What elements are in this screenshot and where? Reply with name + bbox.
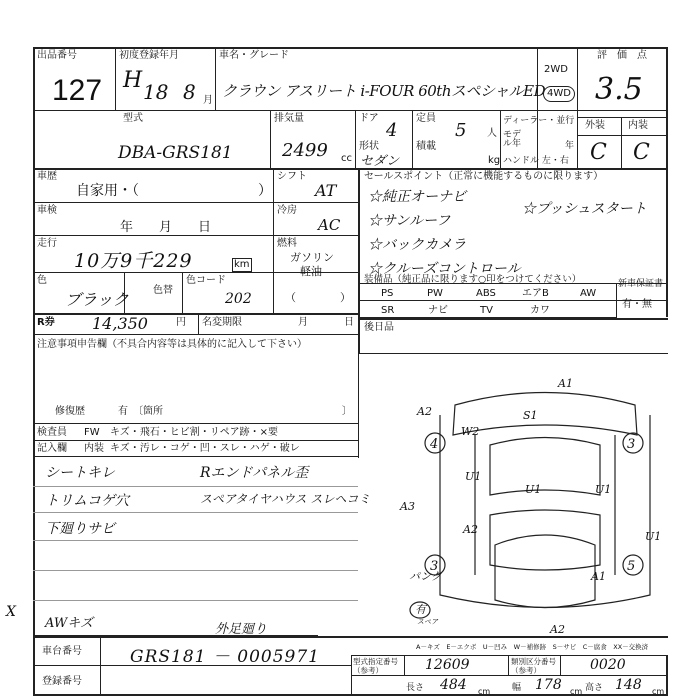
dealer-label: ディーラー・並行 [503,116,575,126]
equip-tv: TV [480,305,493,316]
mileage: 10万9千229 [74,250,193,272]
capacity: 5 [455,120,467,141]
outer-note: 外足廻り [215,622,268,637]
evaluation-score: 3.5 [595,72,643,107]
svg-text:U1: U1 [525,483,542,496]
fuel-label: 燃料 [277,238,297,249]
note-line-2: トリムコゲ穴 [45,493,129,509]
svg-text:U1: U1 [595,483,612,496]
shape-label: 形状 [359,141,379,152]
warranty-label: 新車保証書 [618,279,664,289]
svg-text:A2: A2 [417,405,432,418]
svg-text:U1: U1 [465,470,482,483]
aw-note: AWキズ [45,616,93,631]
fuel-diesel: 軽油 [300,265,322,278]
recycle-amount: 14,350 [92,314,148,333]
svg-text:S1: S1 [523,409,538,422]
sales-points-label: セールスポイント（正常に機能するものに限ります） [364,171,604,182]
type-designation-number: 12609 [425,657,470,673]
equipment-label: 装備品（純正品に限ります○印をつけてください） [364,274,582,285]
first-registration-year: 18 [143,80,169,104]
equip-leather: カワ [530,305,550,316]
length-label: 長さ [406,683,425,693]
svg-text:5: 5 [627,559,636,574]
drive-2wd: 2WD [544,64,568,75]
repair-history-close: 〕 [342,406,352,417]
interior-label: 内装 [628,120,648,131]
equip-abs: ABS [476,288,496,299]
day-label: 日 [344,317,354,328]
notes-label: 注意事項申告欄（不具合内容等は具体的に記入して下さい） [37,339,307,350]
km-unit: km [234,259,250,270]
door-label: ドア [359,113,379,124]
svg-text:A1: A1 [591,570,606,583]
handle-label: ハンドル 左・右 [503,156,569,166]
inspector-interior-items: キズ・汚レ・コゲ・凹・スレ・ハゲ・破レ [110,443,300,454]
lot-number: 127 [52,74,103,107]
equip-pw: PW [427,288,443,299]
fuel-gasoline: ガソリン [290,251,334,264]
length-unit: cm [478,687,491,696]
sales-point-1: ☆純正オーナビ [368,189,466,205]
equip-sr: SR [381,305,395,316]
body-shape: セダン [360,154,400,169]
svg-text:3: 3 [627,437,636,452]
svg-text:W2: W2 [461,425,480,438]
width-label: 幅 [512,683,522,693]
color-change-label: 色替 [153,285,173,296]
exterior-grade: C [590,140,607,165]
inspector-fw: FW [84,427,100,438]
fuel-paren: （ ） [285,291,351,304]
width-value: 178 [535,677,562,693]
inspection-date: 年 月 日 [120,220,212,235]
svg-text:U1: U1 [645,530,662,543]
svg-text:A3: A3 [400,500,415,513]
warranty-value: 有・無 [622,299,652,310]
load-label: 積載 [416,141,436,152]
color-value: ブラック [65,290,129,309]
person-unit: 人 [487,128,497,139]
displacement-label: 排気量 [274,113,304,124]
width-unit: cm [570,687,583,696]
damage-legend: A－キズ E－エクボ U－凹み W－補修跡 S－サビ C－腐食 XX－交換済 [416,643,649,651]
svg-text:パンク: パンク [409,570,442,583]
capacity-label: 定員 [416,113,436,124]
shift-label: シフト [277,171,307,182]
exterior-label: 外装 [585,120,605,131]
sales-point-right: ☆プッシュスタート [522,201,647,217]
chassis-number: GRS181 － 0005971 [130,647,320,667]
repair-history-value: 有 〔箇所 [118,406,163,417]
mileage-label: 走行 [37,238,57,249]
equip-aw: AW [580,288,597,299]
shift-type: AT [315,181,337,200]
year-label: 年 [565,141,575,151]
vehicle-name-grade: クラウン アスリート i-FOUR 60thスペシャルED [222,82,546,100]
equip-navi: ナビ [428,305,448,316]
svg-text:A2: A2 [550,623,565,636]
inspection-label: 車検 [37,205,57,216]
svg-text:A2: A2 [463,523,478,536]
later-items-label: 後日品 [364,322,394,333]
history-value: 自家用・（ [76,183,139,199]
damage-diagram [395,375,695,640]
drive-4wd: 4WD [543,86,575,102]
ac-type: AC [318,216,341,234]
recycle-label: R券 [37,317,55,328]
svg-text:有: 有 [415,603,426,616]
margin-x-mark: X [6,604,16,620]
sales-point-2: ☆サンルーフ [368,213,451,229]
first-registration-era: H [123,68,143,93]
sales-point-4: ☆クルーズコントロール [368,261,521,277]
note-line-1: シートキレ [45,465,115,481]
inspector-interior-prefix: 内装 [84,443,104,454]
registration-number-label: 登録番号 [42,676,82,687]
chassis-number-label: 車台番号 [42,646,82,657]
name-change-label: 名変期限 [202,317,242,328]
note-line-3: 下廻りサビ [45,521,115,537]
svg-text:4: 4 [430,437,439,452]
note-right-2: スペアタイヤハウス スレヘコミ [200,492,371,506]
type-designation-label: 型式指定番号（参考） [353,657,398,675]
vehicle-name-label: 車名・グレード [219,50,289,61]
yen-unit: 円 [176,317,186,328]
inspector-label: 検査員 [37,427,67,438]
category-label: 類別区分番号（参考） [511,657,556,675]
lot-number-label: 出品番号 [37,50,77,61]
equip-airbag: エアB [522,288,549,299]
note-right-1: Rエンドパネル歪 [200,465,309,481]
height-label: 高さ [585,683,604,693]
height-value: 148 [615,677,642,693]
equip-ps: PS [381,288,394,299]
kg-unit: kg [488,155,501,166]
month-label: 月 [298,317,308,328]
sales-point-3: ☆バックカメラ [368,237,466,253]
height-unit: cm [652,687,665,696]
color-label: 色 [37,275,47,286]
history-close: ） [258,183,272,199]
month-unit: 月 [203,95,213,106]
first-registration-label: 初度登録年月 [119,50,179,61]
inspector-exterior-items: キズ・飛石・ヒビ割・リペア跡・×要 [110,427,278,438]
history-label: 車歴 [37,171,57,182]
model-code: DBA-GRS181 [118,143,233,163]
repair-history-label: 修復歴 [55,406,85,417]
svg-text:A1: A1 [558,377,573,390]
entry-label: 記入欄 [37,443,67,454]
cc-unit: cc [341,153,352,164]
first-registration-month: 8 [183,80,196,104]
model-code-label: 型式 [123,113,143,124]
displacement: 2499 [282,140,328,161]
svg-text:スペア: スペア [417,618,438,626]
interior-grade: C [633,140,650,165]
model-year-label: モデル年 [503,130,522,149]
score-label: 評 価 点 [597,50,647,61]
length-value: 484 [440,677,467,693]
svg-text:3: 3 [430,559,439,574]
ac-label: 冷房 [277,205,297,216]
color-code: 202 [225,291,252,307]
color-code-label: 色コード [186,275,226,286]
category-number: 0020 [590,657,626,673]
door-count: 4 [386,120,398,141]
